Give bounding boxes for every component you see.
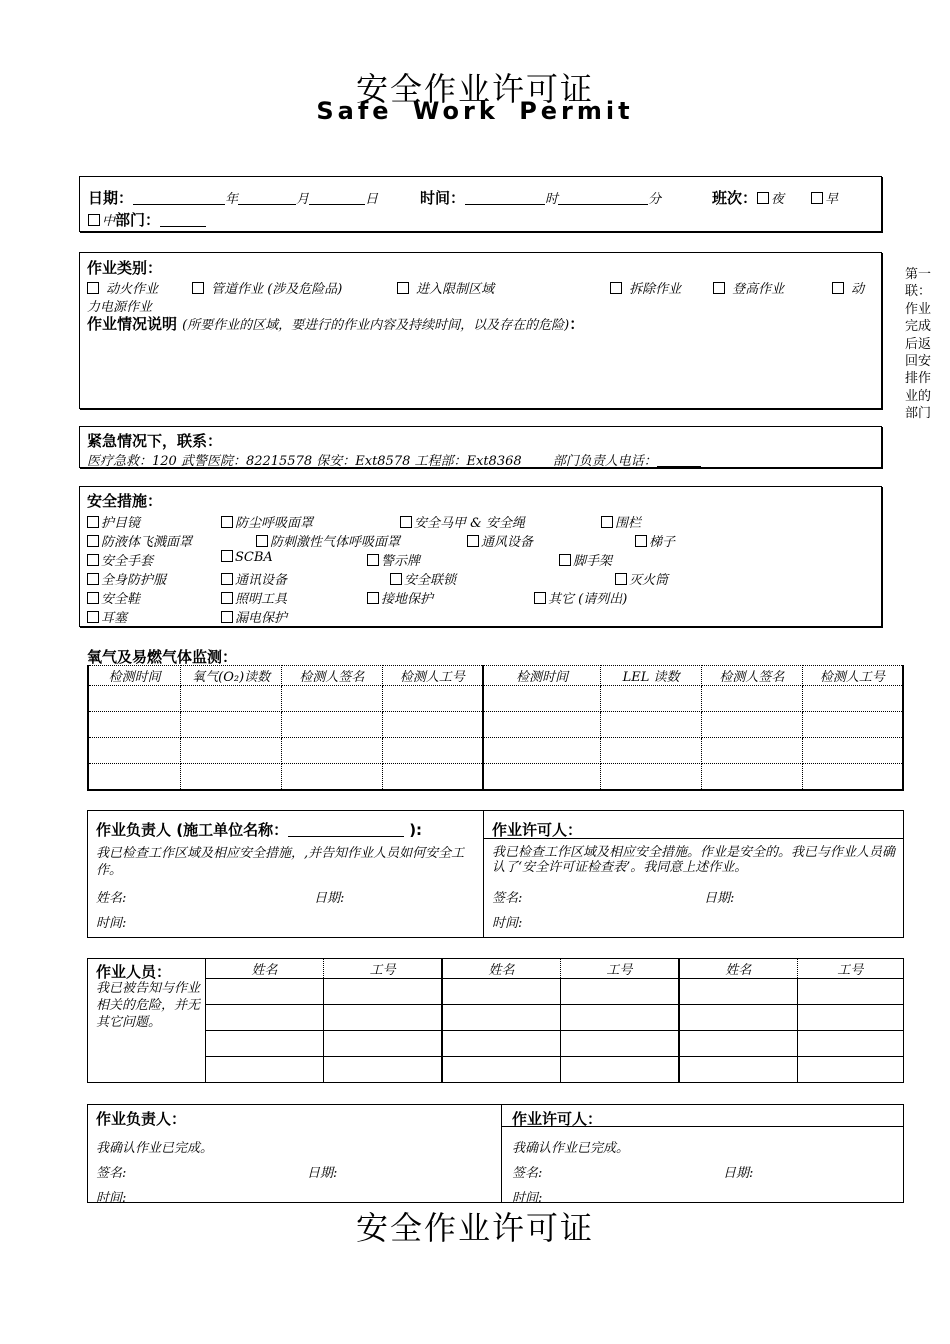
safety-checkbox[interactable] [367, 592, 379, 604]
approval-left-title-end: ): [409, 821, 423, 839]
gas-cell[interactable] [382, 712, 483, 738]
day-field[interactable] [309, 190, 365, 205]
workers-header: 工号 [797, 959, 903, 979]
work-type-item: 登高作业 [732, 282, 785, 297]
worker-cell[interactable] [323, 1031, 442, 1057]
approval-left-time[interactable]: 时间: [96, 916, 127, 931]
safety-item: 安全手套 [101, 554, 154, 569]
gas-cell[interactable] [483, 764, 601, 790]
gas-cell[interactable] [802, 712, 903, 738]
safety-checkbox[interactable] [221, 550, 233, 562]
table-row [206, 1057, 904, 1083]
completion-section [87, 1104, 904, 1206]
worker-cell[interactable] [560, 1005, 679, 1031]
date-label: 日期： [88, 189, 134, 207]
approval-right-title: 作业许可人： [492, 821, 583, 839]
gas-cell[interactable] [601, 764, 702, 790]
month-unit: 月 [296, 192, 310, 207]
gas-cell[interactable] [282, 712, 383, 738]
worker-cell[interactable] [323, 1005, 442, 1031]
worker-cell[interactable] [560, 979, 679, 1005]
page-title-cn: 安全作业许可证 [355, 70, 594, 108]
safety-item: 防液体飞溅面罩 [101, 535, 193, 550]
safety-item: 安全鞋 [101, 592, 141, 607]
gas-header: 检测人工号 [802, 666, 903, 686]
approval-right-date[interactable]: 日期: [704, 891, 735, 906]
gas-header: LEL 读数 [601, 666, 702, 686]
gas-cell[interactable] [382, 738, 483, 764]
worker-cell[interactable] [442, 1031, 560, 1057]
work-desc-hint: (所要作业的区域，要进行的作业内容及持续时间，以及存在的危险) [182, 318, 570, 333]
gas-cell[interactable] [701, 712, 802, 738]
worker-cell[interactable] [206, 1057, 324, 1083]
table-row [206, 1005, 904, 1031]
safety-item: 安全马甲 & 安全绳 [414, 516, 525, 531]
safety-checkbox[interactable] [87, 573, 99, 585]
table-row [88, 738, 903, 764]
gas-cell[interactable] [802, 738, 903, 764]
completion-left-confirm: 我确认作业已完成。 [96, 1141, 214, 1156]
safety-checkbox[interactable] [534, 592, 546, 604]
worker-cell[interactable] [797, 979, 903, 1005]
gas-cell[interactable] [382, 686, 483, 712]
safety-checkbox[interactable] [559, 554, 571, 566]
safety-item: 安全联锁 [404, 573, 457, 588]
safety-label: 安全措施： [87, 492, 163, 510]
month-field[interactable] [238, 190, 296, 205]
footer-title-cn: 安全作业许可证 [355, 1209, 594, 1247]
safety-item: 护目镜 [101, 516, 141, 531]
gas-cell[interactable] [88, 764, 181, 790]
work-type-checkbox[interactable] [832, 282, 844, 294]
gas-cell[interactable] [181, 764, 282, 790]
completion-left-title: 作业负责人： [96, 1110, 187, 1128]
emergency-contacts: 医疗急救：120 武警医院：82215578 保安：Ext8578 工程部：Ext8368 [87, 454, 522, 469]
table-row [88, 686, 903, 712]
work-desc-label: 作业情况说明 [87, 315, 178, 333]
safety-checkbox[interactable] [221, 573, 233, 585]
gas-header: 氧气(O₂)读数 [181, 666, 282, 686]
completion-right-sign[interactable]: 签名: [512, 1166, 543, 1181]
gas-cell[interactable] [601, 712, 702, 738]
worker-cell[interactable] [797, 1031, 903, 1057]
gas-header: 检测时间 [88, 666, 181, 686]
minute-unit: 分 [648, 192, 662, 207]
safety-item: 照明工具 [235, 592, 288, 607]
worker-cell[interactable] [560, 1057, 679, 1083]
contractor-name-field[interactable] [288, 822, 404, 837]
dept-field[interactable] [160, 212, 206, 227]
work-type-item: 动 [851, 282, 865, 297]
shift-morning-checkbox[interactable] [811, 192, 823, 204]
safety-item: 围栏 [615, 516, 642, 531]
time-label: 时间： [420, 189, 466, 207]
day-unit: 日 [365, 192, 379, 207]
completion-right-date[interactable]: 日期: [723, 1166, 754, 1181]
safety-item: 通风设备 [481, 535, 534, 550]
gas-cell[interactable] [601, 738, 702, 764]
work-type-item: 管道作业 (涉及危险品) [211, 282, 343, 297]
gas-cell[interactable] [88, 738, 181, 764]
safety-checkbox[interactable] [400, 516, 412, 528]
safety-checkbox[interactable] [615, 573, 627, 585]
gas-cell[interactable] [483, 712, 601, 738]
worker-cell[interactable] [797, 1057, 903, 1083]
safety-item: 梯子 [649, 535, 676, 550]
worker-cell[interactable] [206, 1031, 324, 1057]
worker-cell[interactable] [679, 979, 797, 1005]
safety-section [79, 486, 882, 627]
safety-item: 全身防护服 [101, 573, 167, 588]
worker-cell[interactable] [797, 1005, 903, 1031]
gas-cell[interactable] [88, 686, 181, 712]
gas-cell[interactable] [382, 764, 483, 790]
hour-unit: 时 [545, 192, 559, 207]
safety-checkbox[interactable] [87, 592, 99, 604]
safety-item: 漏电保护 [235, 611, 288, 626]
safety-checkbox[interactable] [221, 592, 233, 604]
table-row [206, 1031, 904, 1057]
safety-item: 通讯设备 [235, 573, 288, 588]
work-type-checkbox[interactable] [192, 282, 204, 294]
gas-cell[interactable] [181, 712, 282, 738]
approval-left-name[interactable]: 姓名: [96, 891, 127, 906]
workers-statement: 我已被告知与作业相关的危险，并无其它问题。 [96, 981, 201, 1030]
shift-morning-label: 早 [825, 192, 839, 207]
dept-phone-label: 部门负责人电话： [552, 454, 657, 469]
safety-item: 防刺激性气体呼吸面罩 [270, 535, 401, 550]
worker-cell[interactable] [323, 979, 442, 1005]
shift-middle-checkbox[interactable] [88, 214, 100, 226]
worker-cell[interactable] [206, 979, 324, 1005]
safety-item: 防尘呼吸面罩 [235, 516, 314, 531]
workers-header: 姓名 [206, 959, 324, 979]
safety-checkbox[interactable] [635, 535, 647, 547]
workers-header: 姓名 [442, 959, 560, 979]
safety-checkbox[interactable] [87, 535, 99, 547]
page-title-en: Safe Work Permit [316, 97, 634, 125]
gas-cell[interactable] [181, 738, 282, 764]
workers-label: 作业人员： [96, 963, 172, 981]
minute-field[interactable] [558, 190, 648, 205]
gas-cell[interactable] [601, 686, 702, 712]
safety-checkbox[interactable] [87, 611, 99, 623]
safety-checkbox[interactable] [467, 535, 479, 547]
safety-checkbox[interactable] [390, 573, 402, 585]
gas-header: 检测人签名 [282, 666, 383, 686]
safety-checkbox[interactable] [87, 554, 99, 566]
gas-cell[interactable] [88, 712, 181, 738]
safety-item: SCBA [235, 550, 273, 565]
safety-checkbox[interactable] [256, 535, 268, 547]
safety-checkbox[interactable] [221, 611, 233, 623]
work-type-item: 动火作业 [106, 282, 159, 297]
work-type-checkbox[interactable] [610, 282, 622, 294]
completion-right-time[interactable]: 时间: [512, 1191, 543, 1206]
shift-middle-label: 中 [102, 214, 116, 229]
gas-cell[interactable] [282, 686, 383, 712]
dept-label: 部门： [115, 211, 161, 229]
workers-header: 工号 [560, 959, 679, 979]
approval-right-time[interactable]: 时间: [492, 916, 523, 931]
safety-item: 灭火筒 [629, 573, 669, 588]
approval-left-date[interactable]: 日期: [314, 891, 345, 906]
gas-cell[interactable] [701, 686, 802, 712]
shift-night-checkbox[interactable] [757, 192, 769, 204]
gas-cell[interactable] [802, 764, 903, 790]
safety-checkbox[interactable] [367, 554, 379, 566]
gas-header: 检测人签名 [701, 666, 802, 686]
completion-left-time[interactable]: 时间: [96, 1191, 127, 1206]
table-row [206, 979, 904, 1005]
gas-cell[interactable] [701, 738, 802, 764]
worker-cell[interactable] [442, 979, 560, 1005]
workers-header: 工号 [323, 959, 442, 979]
hour-field[interactable] [465, 190, 545, 205]
worker-cell[interactable] [206, 1005, 324, 1031]
worker-cell[interactable] [560, 1031, 679, 1057]
table-row [88, 712, 903, 738]
gas-cell[interactable] [701, 764, 802, 790]
work-type-checkbox[interactable] [87, 282, 99, 294]
safety-checkbox[interactable] [221, 516, 233, 528]
gas-label: 氧气及易燃气体监测： [87, 648, 238, 666]
safety-checkbox[interactable] [87, 516, 99, 528]
work-type-wrap: 力电源作业 [87, 300, 153, 315]
work-desc-area[interactable] [87, 335, 872, 401]
work-type-checkbox[interactable] [397, 282, 409, 294]
approval-left-title: 作业负责人 (施工单位名称： [96, 821, 289, 839]
safety-item: 警示牌 [381, 554, 421, 569]
worker-cell[interactable] [442, 1005, 560, 1031]
table-row [88, 764, 903, 790]
safety-item: 其它 (请列出) [548, 592, 628, 607]
worker-cell[interactable] [679, 1031, 797, 1057]
completion-left-sign[interactable]: 签名: [96, 1166, 127, 1181]
gas-table [87, 665, 904, 791]
gas-cell[interactable] [282, 738, 383, 764]
gas-cell[interactable] [483, 686, 601, 712]
completion-left-date[interactable]: 日期: [307, 1166, 338, 1181]
work-type-label: 作业类别： [87, 259, 163, 277]
work-type-checkbox[interactable] [713, 282, 725, 294]
dept-phone-field[interactable] [657, 452, 701, 467]
date-section [79, 176, 882, 232]
gas-header: 检测时间 [483, 666, 601, 686]
shift-label: 班次： [712, 189, 758, 207]
worker-cell[interactable] [679, 1005, 797, 1031]
safety-item: 接地保护 [381, 592, 434, 607]
shift-night-label: 夜 [771, 192, 785, 207]
worker-cell[interactable] [323, 1057, 442, 1083]
approval-left-statement: 我已检查工作区域及相应安全措施，,并告知作业人员如何安全工作。 [96, 846, 465, 878]
emergency-label: 紧急情况下，联系： [87, 432, 223, 450]
gas-cell[interactable] [802, 686, 903, 712]
gas-cell[interactable] [282, 764, 383, 790]
safety-checkbox[interactable] [601, 516, 613, 528]
approval-right-statement: 我已检查工作区域及相应安全措施。作业是安全的。我已与作业人员确认了‘安全许可证检查表’。我同意上述作业。 [492, 845, 896, 875]
workers-table [205, 959, 903, 1083]
approval-section [87, 810, 904, 938]
gas-cell[interactable] [483, 738, 601, 764]
worker-cell[interactable] [442, 1057, 560, 1083]
safety-item: 脚手架 [573, 554, 613, 569]
completion-right-title: 作业许可人： [512, 1110, 603, 1128]
worker-cell[interactable] [679, 1057, 797, 1083]
gas-cell[interactable] [181, 686, 282, 712]
gas-header: 检测人工号 [382, 666, 483, 686]
year-field[interactable] [133, 190, 225, 205]
emergency-section [79, 426, 882, 468]
completion-right-confirm: 我确认作业已完成。 [512, 1141, 630, 1156]
approval-right-sign[interactable]: 签名: [492, 891, 523, 906]
safety-item: 耳塞 [101, 611, 128, 626]
work-type-section [79, 252, 882, 409]
workers-header: 姓名 [679, 959, 797, 979]
copy-note-vertical: 第一联：作业完成后返回安排作业的部门 [904, 267, 931, 422]
work-desc-colon: ： [569, 315, 585, 333]
work-type-item: 拆除作业 [629, 282, 682, 297]
work-type-item: 进入限制区域 [416, 282, 495, 297]
year-unit: 年 [225, 192, 239, 207]
